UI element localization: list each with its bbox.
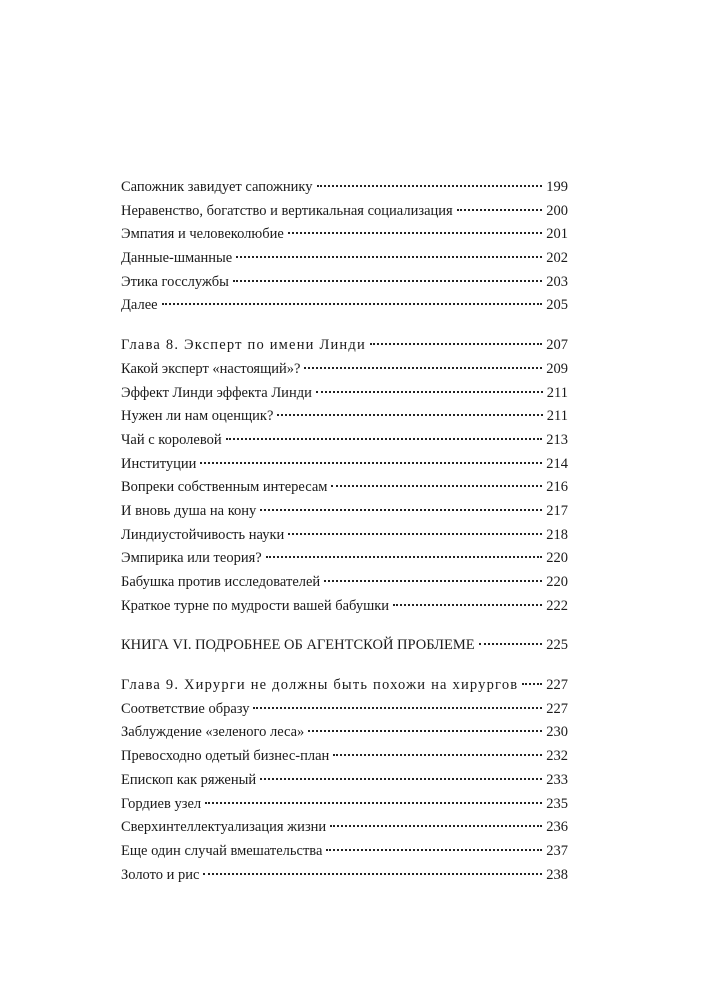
toc-entry-title: Сверхинтеллектуализация жизни: [121, 819, 327, 836]
toc-entry-page: 216: [546, 479, 568, 496]
toc-entry-page: 218: [546, 526, 568, 543]
dot-leader: [308, 730, 542, 732]
toc-entry-title: Данные-шманные: [121, 250, 233, 267]
book-page: 225: [546, 637, 568, 654]
toc-entry: [121, 745, 568, 769]
toc-entry: [121, 476, 568, 500]
toc-entry-title: Неравенство, богатство и вертикальная социализация: [121, 202, 453, 219]
toc-book-heading: [121, 634, 568, 658]
dot-leader: [522, 683, 542, 685]
toc-entry-page: 233: [546, 771, 568, 788]
toc-entry-page: 211: [546, 408, 568, 425]
toc-entry: [121, 571, 568, 595]
toc-entry-page: 205: [546, 297, 568, 314]
toc-entry: [121, 698, 568, 722]
dot-leader: [277, 414, 542, 416]
toc-entry: [121, 721, 568, 745]
dot-leader: [479, 643, 543, 645]
toc-chapter-heading: [121, 334, 568, 358]
toc-entry: [121, 176, 568, 200]
toc-entry-title: Этика госслужбы: [121, 273, 229, 290]
toc-entry-title: Далее: [121, 297, 158, 314]
toc-entry: [121, 524, 568, 548]
chapter-page: 207: [546, 337, 568, 354]
toc-entry: [121, 864, 568, 888]
dot-leader: [205, 802, 542, 804]
dot-leader: [226, 438, 543, 440]
dot-leader: [260, 778, 542, 780]
toc-entry-page: 237: [546, 842, 568, 859]
toc-entry-page: 227: [546, 700, 568, 717]
toc-entry-title: Какой эксперт «настоящий»?: [121, 360, 301, 377]
toc-entry-title: Эмпатия и человеколюбие: [121, 226, 284, 243]
toc-entry-title: Институции: [121, 455, 197, 472]
chapter-title: Глава 8. Эксперт по имени Линди: [121, 337, 366, 354]
dot-leader: [266, 556, 543, 558]
dot-leader: [233, 280, 542, 282]
toc-entry-title: Эмпирика или теория?: [121, 550, 262, 567]
toc-entry: [121, 500, 568, 524]
toc-entry-page: 238: [546, 866, 568, 883]
toc-entry-page: 236: [546, 819, 568, 836]
toc-entry-title: Линдиустойчивость науки: [121, 526, 285, 543]
toc-entry-page: 201: [546, 226, 568, 243]
dot-leader: [253, 707, 542, 709]
toc-entry-page: 220: [546, 550, 568, 567]
toc-group-chapter-9: [121, 674, 568, 887]
toc-entry-title: Превосходно одетый бизнес-план: [121, 748, 330, 765]
toc-entry-page: 209: [546, 360, 568, 377]
chapter-title: Глава 9. Хирурги не должны быть похожи на хирургов: [121, 677, 519, 694]
toc-entry: [121, 816, 568, 840]
dot-leader: [324, 580, 542, 582]
dot-leader: [260, 509, 542, 511]
dot-leader: [288, 533, 542, 535]
toc-entry: [121, 595, 568, 619]
toc-entry: [121, 200, 568, 224]
toc-entry: [121, 405, 568, 429]
toc-entry-title: Епископ как ряженый: [121, 771, 257, 788]
dot-leader: [457, 209, 543, 211]
toc-entry: [121, 271, 568, 295]
book-title: КНИГА VI. ПОДРОБНЕЕ ОБ АГЕНТСКОЙ ПРОБЛЕМЕ: [121, 637, 475, 654]
dot-leader: [203, 873, 542, 875]
toc-entry: [121, 382, 568, 406]
toc-entry: [121, 769, 568, 793]
dot-leader: [330, 825, 542, 827]
toc-entry-title: Еще один случай вмешательства: [121, 842, 323, 859]
toc-group-book-6: [121, 634, 568, 658]
dot-leader: [316, 391, 543, 393]
toc-entry-page: 211: [546, 384, 568, 401]
toc-entry: [121, 429, 568, 453]
toc-entry-title: Краткое турне по мудрости вашей бабушки: [121, 597, 390, 614]
toc-entry-page: 222: [546, 597, 568, 614]
chapter-page: 227: [546, 677, 568, 694]
toc-entry-page: 200: [546, 202, 568, 219]
toc-entry-page: 235: [546, 795, 568, 812]
toc-entry-page: 203: [546, 273, 568, 290]
dot-leader: [236, 256, 542, 258]
toc-group-1: [121, 176, 568, 318]
dot-leader: [162, 303, 543, 305]
toc-entry-title: И вновь душа на кону: [121, 502, 257, 519]
toc-entry: [121, 547, 568, 571]
dot-leader: [333, 754, 542, 756]
toc-entry: [121, 453, 568, 477]
dot-leader: [393, 604, 542, 606]
dot-leader: [304, 367, 542, 369]
dot-leader: [331, 485, 542, 487]
toc-entry-page: 199: [546, 179, 568, 195]
dot-leader: [317, 185, 543, 187]
toc-entry-page: 217: [546, 502, 568, 519]
toc-entry: [121, 247, 568, 271]
toc-entry-title: Гордиев узел: [121, 795, 202, 812]
toc-entry: [121, 294, 568, 318]
toc-entry-page: 202: [546, 250, 568, 267]
toc-entry: [121, 793, 568, 817]
toc-entry-title: Соответствие образу: [121, 700, 250, 717]
toc-chapter-heading: [121, 674, 568, 698]
toc-group-chapter-8: [121, 334, 568, 618]
dot-leader: [370, 343, 542, 345]
dot-leader: [326, 849, 542, 851]
toc-entry-title: Бабушка против исследователей: [121, 574, 321, 590]
table-of-contents: [121, 176, 568, 887]
toc-entry-title: Сапожник завидует сапожнику: [121, 179, 313, 195]
toc-entry-page: 220: [546, 574, 568, 590]
toc-entry-page: 230: [546, 724, 568, 741]
dot-leader: [200, 462, 542, 464]
toc-entry-title: Нужен ли нам оценщик?: [121, 408, 274, 425]
toc-entry: [121, 840, 568, 864]
toc-entry-title: Золото и рис: [121, 866, 200, 883]
toc-entry: [121, 358, 568, 382]
toc-entry: [121, 223, 568, 247]
toc-entry-page: 213: [546, 431, 568, 448]
toc-entry-title: Заблуждение «зеленого леса»: [121, 724, 305, 741]
dot-leader: [288, 232, 542, 234]
toc-entry-page: 232: [546, 748, 568, 765]
toc-entry-page: 214: [546, 455, 568, 472]
toc-entry-title: Эффект Линди эффекта Линди: [121, 384, 312, 401]
toc-entry-title: Чай с королевой: [121, 431, 222, 448]
toc-entry-title: Вопреки собственным интересам: [121, 479, 328, 496]
